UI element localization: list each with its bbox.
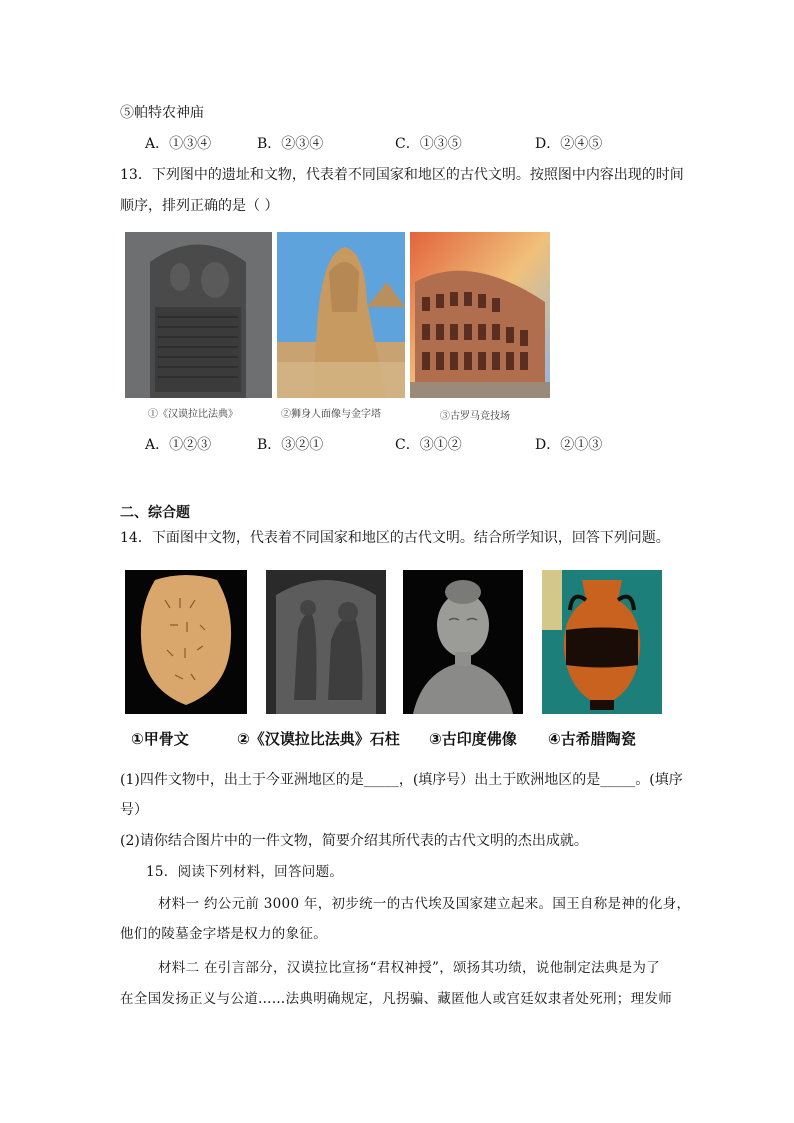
q13-option-a[interactable]: A．①②③ — [145, 437, 212, 453]
hammurabi-stele-image — [125, 232, 272, 398]
q13-option-b[interactable]: B．③②① — [257, 437, 324, 453]
q13-caption-3: ③古罗马竞技场 — [440, 411, 510, 422]
q12-item5: ⑤帕特农神庙 — [120, 105, 204, 121]
q15-material2-line2: 在全国发扬正义与公道……法典明确规定，凡拐骗、藏匿他人或宫廷奴隶者处死刑；理发师 — [120, 991, 672, 1007]
q14-caption-2: ②《汉谟拉比法典》石柱 — [237, 730, 400, 748]
q12-option-d[interactable]: D．②④⑤ — [535, 136, 603, 152]
q13-stem-line2: 顺序，排列正确的是（ ） — [120, 198, 279, 214]
q13-option-d[interactable]: D．②①③ — [535, 437, 603, 453]
q15-material1-line1: 材料一 约公元前 3000 年，初步统一的古代埃及国家建立起来。国王自称是神的化身， — [158, 896, 691, 912]
q15-stem: 15．阅读下列材料，回答问题。 — [146, 864, 344, 880]
q14-sub2: (2)请你结合图片中的一件文物，简要介绍其所代表的古代文明的杰出成就。 — [120, 833, 588, 849]
q13-caption-1: ①《汉谟拉比法典》 — [148, 409, 238, 420]
q14-sub1-line2: 号） — [120, 802, 148, 818]
hammurabi-column-image — [266, 570, 386, 714]
q14-caption-3: ③古印度佛像 — [429, 730, 517, 748]
colosseum-image — [410, 232, 550, 398]
greek-vase-image — [542, 570, 662, 714]
section-title: 二、综合题 — [120, 505, 190, 521]
buddha-statue-image — [403, 570, 523, 714]
q15-material1-line2: 他们的陵墓金字塔是权力的象征。 — [120, 926, 327, 942]
q14-stem: 14．下面图中文物，代表着不同国家和地区的古代文明。结合所学知识，回答下列问题。 — [120, 530, 670, 546]
q12-option-b[interactable]: B．②③④ — [257, 136, 324, 152]
q15-material2-line1: 材料二 在引言部分，汉谟拉比宣扬“君权神授”，颂扬其功绩，说他制定法典是为了 — [158, 960, 660, 976]
q14-caption-1: ①甲骨文 — [131, 730, 189, 748]
q13-option-c[interactable]: C．③①② — [395, 437, 462, 453]
q12-option-c[interactable]: C．①③⑤ — [395, 136, 462, 152]
q14-caption-4: ④古希腊陶瓷 — [548, 730, 636, 748]
q13-caption-2: ②狮身人面像与金字塔 — [281, 409, 381, 420]
q13-stem-line1: 13．下列图中的遗址和文物，代表着不同国家和地区的古代文明。按照图中内容出现的时间 — [120, 167, 684, 183]
sphinx-pyramid-image — [277, 232, 405, 398]
q12-option-a[interactable]: A．①③④ — [145, 136, 212, 152]
oracle-bone-image — [125, 570, 247, 714]
q14-sub1-line1: (1)四件文物中，出土于今亚洲地区的是_____，(填序号）出土于欧洲地区的是_____。(填序 — [120, 772, 683, 788]
